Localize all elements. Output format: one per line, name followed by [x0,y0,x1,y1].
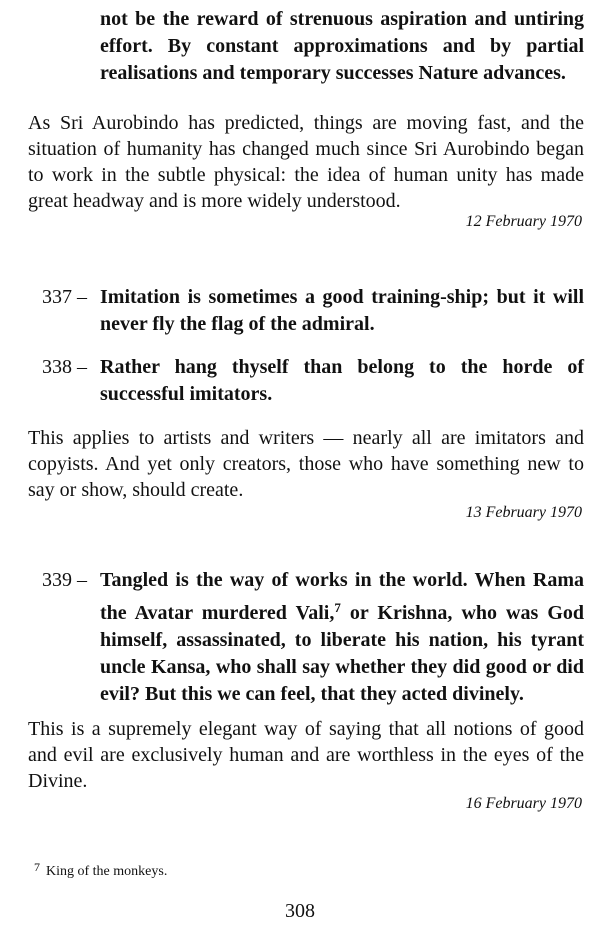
date-2: 13 February 1970 [465,504,582,521]
commentary-paragraph-1: As Sri Aurobindo has predicted, things are moving fast, and the situation of humanity has changed much since Sri Aurobindo began to work in the subtle physical: the idea of human unity has made great headway and is more widely understood. [28,112,584,212]
aphorism-339 [42,567,584,708]
quote-continuation: not be the reward of strenuous aspiration and untiring effort. By constant approximations and by partial realisations and temporary successes Nature advances. [100,8,584,84]
commentary-paragraph-2: This applies to artists and writers — nearly all are imitators and copyists. And yet only creators, those who have something new to say or show, should create. [28,427,584,501]
commentary-paragraph-3: This is a supremely elegant way of saying that all notions of good and evil are exclusively human and are worthless in the eyes of the Divine. [28,718,584,792]
aphorism-339-text-part-1: Tangled is the way of works in the world. When Rama the Avatar murdered Vali, [100,569,584,624]
page-number: 308 [285,900,315,922]
aphorism-338-number: 338 – [42,356,87,378]
aphorism-338-text: Rather hang thyself than belong to the horde of successful imitators. [100,356,584,405]
aphorism-337-number: 337 – [42,286,87,308]
aphorism-339-text [100,567,584,708]
footnote-marker: 7 [34,860,40,874]
footnote-text: King of the monkeys. [46,864,168,879]
aphorism-339-number: 339 – [42,569,87,591]
footnote-reference: 7 [334,600,341,615]
footnote [34,858,167,881]
aphorism-337 [42,284,584,338]
aphorism-337-text: Imitation is sometimes a good training-ship; but it will never fly the flag of the admiral. [100,286,584,335]
date-1: 12 February 1970 [465,213,582,230]
date-3: 16 February 1970 [465,795,582,812]
aphorism-339-text-part-2: or Krishna, who was God himself, assassinated, to liberate his nation, his tyrant uncle Kansa, who shall say whether they did good or did evil? But this we can feel, that they acted divinely. [100,602,584,705]
aphorism-338 [42,354,584,408]
